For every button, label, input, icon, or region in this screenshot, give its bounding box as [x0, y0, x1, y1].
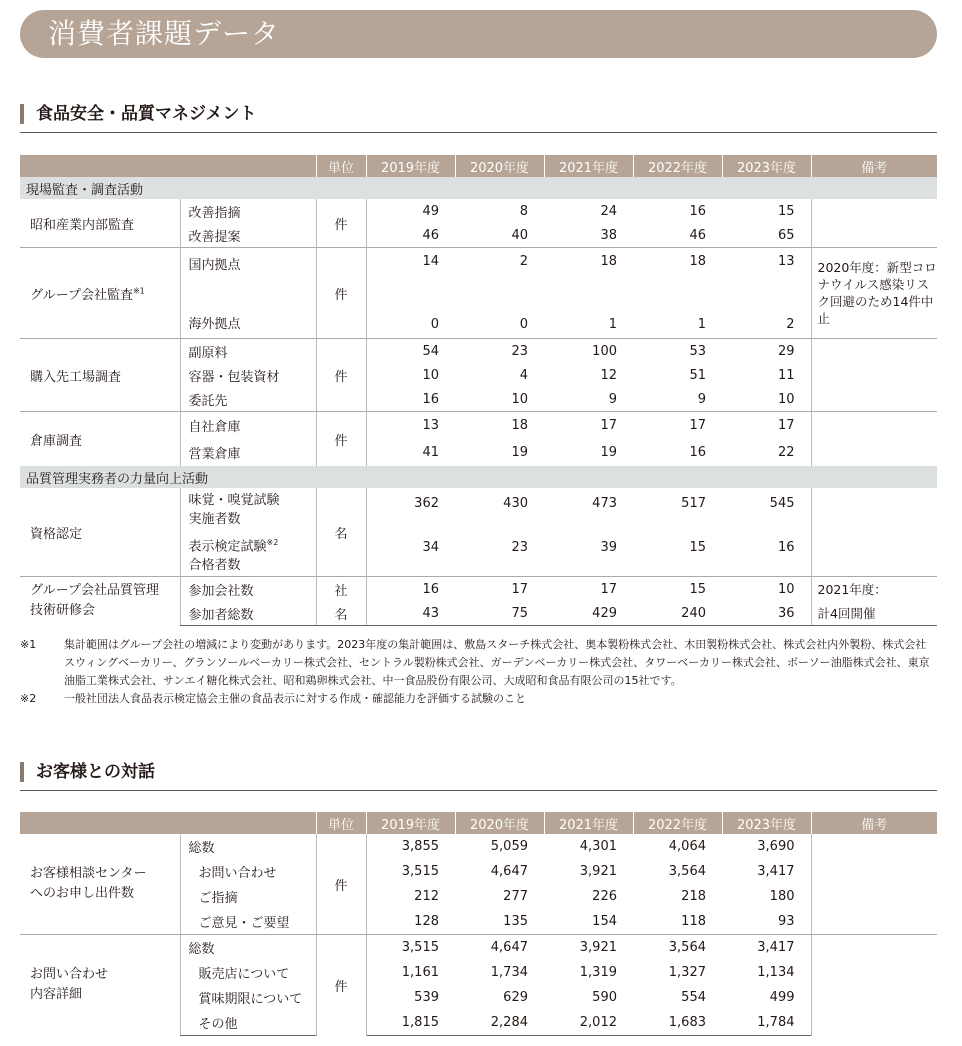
value-cell: 51 [689, 367, 706, 383]
value-cell: 2 [786, 317, 795, 332]
value-cell: 1,161 [401, 965, 439, 980]
group-label: お問い合わせ 内容詳細 [20, 935, 180, 1036]
group-label: 昭和産業内部監査 [30, 217, 135, 233]
note-cell: 2020年度：新型コロナウイルス感染リスク回避のため14件中止 [811, 248, 937, 339]
value-cell: 93 [777, 914, 795, 929]
page-banner [20, 10, 937, 58]
header-blank [20, 155, 316, 177]
category-label: 現場監査・調査活動 [20, 177, 937, 199]
note-cell: 計4回開催 [811, 601, 937, 626]
table-row [20, 834, 937, 859]
note-cell [811, 339, 937, 412]
value-cell: 2,284 [455, 1010, 544, 1036]
value-cell: 4,647 [455, 935, 544, 961]
value-cell: 75 [455, 601, 544, 626]
value-cell: 18 [455, 412, 544, 440]
header-2022: 2022年度 [633, 155, 722, 177]
value-cell: 15 [689, 540, 706, 555]
sub-label: 営業倉庫 [180, 439, 316, 466]
value-cell: 65 [777, 227, 795, 243]
sub-label: 容器・包装資材 [180, 363, 316, 387]
sub-label: 副原料 [180, 339, 316, 364]
sub-label: 参加会社数 [180, 577, 316, 602]
value-cell: 3,690 [757, 839, 795, 854]
value-cell: 154 [592, 914, 617, 929]
value-cell: 1,134 [757, 965, 795, 980]
section-marker [20, 762, 24, 782]
unit-cell: 件 [316, 834, 366, 935]
value-cell: 9 [697, 391, 706, 407]
unit-cell: 件 [316, 935, 366, 1036]
value-cell: 1,734 [490, 965, 528, 980]
note-cell [811, 488, 937, 577]
footnote-mark: ※2 [20, 692, 37, 705]
value-cell: 545 [769, 496, 795, 511]
value-cell: 100 [544, 339, 633, 364]
value-cell: 226 [592, 889, 617, 904]
value-cell: 29 [722, 339, 811, 364]
value-cell: 629 [503, 990, 528, 1005]
value-cell: 3,515 [401, 864, 439, 879]
unit-cell: 名 [316, 601, 366, 626]
value-cell: 17 [722, 412, 811, 440]
category-row [20, 466, 937, 488]
sub-label: 賞味期限について [180, 985, 316, 1010]
value-cell: 10 [722, 577, 811, 602]
unit-cell: 件 [316, 412, 366, 467]
value-cell: 13 [722, 248, 811, 295]
value-cell: 46 [689, 227, 706, 243]
value-cell: 16 [422, 391, 439, 407]
value-cell: 4,301 [579, 839, 617, 854]
value-cell: 4,064 [668, 839, 706, 854]
header-unit: 単位 [316, 812, 366, 834]
value-cell: 9 [608, 391, 617, 407]
sub-label: ご指摘 [180, 884, 316, 909]
value-cell: 43 [366, 601, 455, 626]
note-cell [811, 199, 937, 248]
footnote-mark: ※1 [20, 638, 37, 651]
header-2019: 2019年度 [366, 812, 455, 834]
section-marker [20, 104, 24, 124]
value-cell: 34 [422, 540, 439, 555]
sub-label: 国内拠点 [180, 248, 316, 295]
value-cell: 8 [519, 203, 528, 219]
sub-label: 販売店について [180, 960, 316, 985]
value-cell: 218 [681, 889, 706, 904]
value-cell: 16 [689, 203, 706, 219]
value-cell: 277 [503, 889, 528, 904]
header-unit: 単位 [316, 155, 366, 177]
value-cell: 36 [722, 601, 811, 626]
value-cell: 3,921 [579, 864, 617, 879]
value-cell: 16 [689, 445, 706, 460]
header-2023: 2023年度 [722, 155, 811, 177]
section-heading-quality [20, 102, 937, 133]
sub-label: 海外拠点 [180, 294, 316, 339]
value-cell: 212 [414, 889, 439, 904]
value-cell: 10 [511, 391, 528, 407]
sub-label: 参加者総数 [180, 601, 316, 626]
value-cell: 23 [511, 540, 528, 555]
value-cell: 128 [414, 914, 439, 929]
value-cell: 10 [777, 391, 795, 407]
note-cell [811, 412, 937, 467]
value-cell: 1 [697, 317, 706, 332]
value-cell: 3,564 [668, 864, 706, 879]
value-cell: 0 [519, 317, 528, 332]
value-cell: 3,417 [757, 864, 795, 879]
value-cell: 24 [600, 203, 617, 219]
quality-table [20, 155, 937, 626]
footnote-2 [20, 690, 937, 708]
value-cell: 430 [503, 496, 528, 511]
value-cell: 18 [544, 248, 633, 295]
table-row [20, 412, 937, 440]
value-cell: 3,855 [401, 839, 439, 854]
value-cell: 17 [455, 577, 544, 602]
group-label: 資格認定 [30, 526, 83, 542]
header-2020: 2020年度 [455, 812, 544, 834]
unit-cell: 件 [316, 199, 366, 248]
value-cell: 38 [600, 227, 617, 243]
unit-cell: 名 [316, 488, 366, 577]
value-cell: 4,647 [490, 864, 528, 879]
value-cell: 362 [414, 496, 439, 511]
value-cell: 17 [544, 577, 633, 602]
group-label: 倉庫調査 [20, 412, 180, 467]
footnote-ref: ※1 [132, 286, 145, 296]
value-cell: 39 [600, 540, 617, 555]
value-cell: 180 [769, 889, 795, 904]
header-2021: 2021年度 [544, 812, 633, 834]
sub-label: 総数 [180, 935, 316, 961]
value-cell: 5,059 [490, 839, 528, 854]
value-cell: 17 [633, 412, 722, 440]
sub-label: 委託先 [180, 387, 316, 412]
footnote-text: 一般社団法人食品表示検定協会主催の食品表示に対する作成・確認能力を評価する試験のこと [64, 692, 526, 705]
sub-label: ご意見・ご要望 [180, 909, 316, 935]
value-cell: 1,784 [722, 1010, 811, 1036]
value-cell: 1,327 [668, 965, 706, 980]
sub-label: 自社倉庫 [180, 412, 316, 440]
value-cell: 22 [777, 445, 795, 460]
unit-cell: 社 [316, 577, 366, 602]
value-cell: 118 [681, 914, 706, 929]
table-row [20, 339, 937, 364]
note-cell [811, 834, 937, 935]
value-cell: 3,417 [722, 935, 811, 961]
sub-label: その他 [180, 1010, 316, 1036]
value-cell: 41 [422, 445, 439, 460]
header-2022: 2022年度 [633, 812, 722, 834]
footnote-1 [20, 636, 937, 690]
value-cell: 12 [600, 367, 617, 383]
value-cell: 499 [769, 990, 795, 1005]
table-row [20, 248, 937, 295]
table-row [20, 199, 937, 223]
unit-cell: 件 [316, 248, 366, 339]
value-cell: 539 [414, 990, 439, 1005]
table-header-row [20, 155, 937, 177]
value-cell: 53 [633, 339, 722, 364]
header-2023: 2023年度 [722, 812, 811, 834]
category-row [20, 177, 937, 199]
value-cell: 3,515 [366, 935, 455, 961]
value-cell: 1,815 [366, 1010, 455, 1036]
note-cell [811, 935, 937, 1036]
group-label: 購入先工場調査 [20, 339, 180, 412]
value-cell: 40 [511, 227, 528, 243]
value-cell: 517 [681, 496, 706, 511]
value-cell: 554 [681, 990, 706, 1005]
value-cell: 15 [777, 203, 795, 219]
section-title: 食品安全・品質マネジメント [36, 104, 257, 124]
header-2019: 2019年度 [366, 155, 455, 177]
value-cell: 135 [503, 914, 528, 929]
value-cell: 17 [544, 412, 633, 440]
sub-label: 改善指摘 [180, 199, 316, 223]
value-cell: 15 [633, 577, 722, 602]
group-label: グループ会社品質管理 技術研修会 [20, 577, 180, 626]
value-cell: 2,012 [544, 1010, 633, 1036]
section-title: お客様との対話 [36, 762, 155, 782]
group-label: グループ会社監査$^{※1}$ [20, 248, 180, 339]
value-cell: 3,564 [633, 935, 722, 961]
sub-label: 改善提案 [180, 223, 316, 248]
value-cell: 19 [511, 445, 528, 460]
footnote-ref: ※2 [266, 537, 279, 547]
value-cell: 13 [366, 412, 455, 440]
value-cell: 16 [777, 540, 795, 555]
sub-label: お問い合わせ [180, 859, 316, 884]
value-cell: 2 [455, 248, 544, 295]
group-label: お客様相談センター へのお申し出件数 [30, 866, 147, 901]
footnote-text: 集計範囲はグループ会社の増減により変動があります。2023年度の集計範囲は、敷島スターチ株式会社、奥本製粉株式会社、木田製粉株式会社、株式会社内外製粉、株式会社スウィングベーカリー、グランソールベーカリー株式会社、セントラル製粉株式会社、ガーデンベーカリー株式会社、タワーベーカリー株式会社、ボーソー油脂株式会社、東京油脂工業株式会社、サンエイ糖化株式会社、昭和鶏卵株式会社、中一食品股份有限公司、大成昭和食品有限公司の15社です。 [64, 638, 930, 687]
sub-label: 表示検定試験$^{※2}$ 合格者数 [180, 532, 316, 577]
value-cell: 590 [592, 990, 617, 1005]
value-cell: 0 [430, 317, 439, 332]
value-cell: 1 [608, 317, 617, 332]
sub-label: 味覚・嗅覚試験 実施者数 [180, 488, 316, 532]
table-row [20, 577, 937, 602]
customer-table [20, 812, 937, 1036]
header-blank [20, 812, 316, 834]
value-cell: 473 [592, 496, 617, 511]
value-cell: 1,319 [579, 965, 617, 980]
value-cell: 23 [455, 339, 544, 364]
value-cell: 46 [422, 227, 439, 243]
value-cell: 11 [777, 367, 795, 383]
category-label: 品質管理実務者の力量向上活動 [20, 466, 937, 488]
footnotes [20, 636, 937, 708]
value-cell: 10 [422, 367, 439, 383]
header-2021: 2021年度 [544, 155, 633, 177]
value-cell: 18 [633, 248, 722, 295]
value-cell: 3,921 [544, 935, 633, 961]
page-title: 消費者課題データ [48, 17, 281, 50]
value-cell: 54 [366, 339, 455, 364]
value-cell: 1,683 [633, 1010, 722, 1036]
value-cell: 429 [544, 601, 633, 626]
unit-cell: 件 [316, 339, 366, 412]
header-notes: 備考 [811, 812, 937, 834]
value-cell: 4 [519, 367, 528, 383]
table-header-row [20, 812, 937, 834]
note-cell: 2021年度： [811, 577, 937, 602]
header-notes: 備考 [811, 155, 937, 177]
table-row [20, 488, 937, 532]
value-cell: 240 [633, 601, 722, 626]
value-cell: 16 [366, 577, 455, 602]
section-heading-customer [20, 760, 937, 791]
header-2020: 2020年度 [455, 155, 544, 177]
value-cell: 19 [600, 445, 617, 460]
value-cell: 14 [366, 248, 455, 295]
sub-label: 総数 [180, 834, 316, 859]
value-cell: 49 [422, 203, 439, 219]
table-row [20, 935, 937, 961]
